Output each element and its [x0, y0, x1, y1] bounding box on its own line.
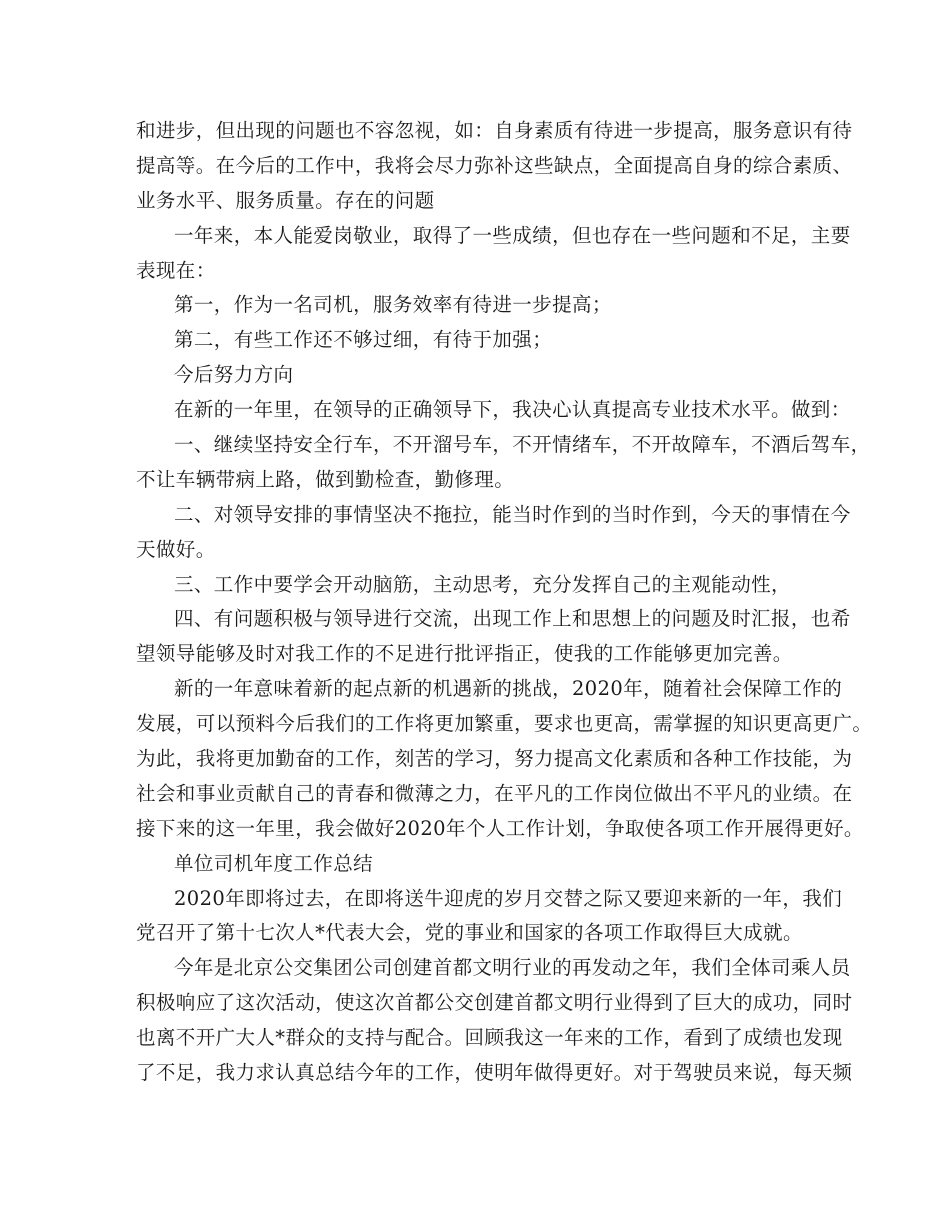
text-line: 天做好。 — [136, 537, 216, 561]
text-line: 望领导能够及时对我工作的不足进行批评指正，使我的工作能够更加完善。 — [136, 642, 793, 666]
section-heading: 单位司机年度工作总结 — [174, 851, 374, 875]
text-line: 提高等。在今后的工作中，我将会尽力弥补这些缺点，全面提高自身的综合素质、 — [136, 153, 853, 177]
text-line: 三、工作中要学会开动脑筋，主动思考，充分发挥自己的主观能动性， — [174, 572, 791, 596]
text-line: 业务水平、服务质量。存在的问题 — [136, 188, 435, 212]
text-line: 党召开了第十七次人*代表大会，党的事业和国家的各项工作取得巨大成就。 — [136, 921, 803, 945]
text-line: 为此，我将更加勤奋的工作，刻苦的学习，努力提高文化素质和各种工作技能，为 — [136, 747, 853, 771]
text-line: 在新的一年里，在领导的正确领导下，我决心认真提高专业技术水平。做到： — [174, 398, 851, 422]
text-line: 一年来，本人能爱岗敬业，取得了一些成绩，但也存在一些问题和不足，主要 — [174, 223, 851, 247]
text-line: 接下来的这一年里，我会做好2020年个人工作计划，争取使各项工作开展得更好。 — [136, 816, 864, 840]
text-line: 今年是北京公交集团公司创建首都文明行业的再发动之年，我们全体司乘人员 — [174, 956, 851, 980]
text-line: 发展，可以预料今后我们的工作将更加繁重，要求也更高，需掌握的知识更高更广。 — [136, 712, 873, 736]
text-line: 了不足，我力求认真总结今年的工作，使明年做得更好。对于驾驶员来说，每天频 — [136, 1061, 853, 1085]
text-line: 表现在： — [136, 258, 216, 282]
text-line: 不让车辆带病上路，做到勤检查，勤修理。 — [136, 467, 515, 491]
text-line: 也离不开广大人*群众的支持与配合。回顾我这一年来的工作，看到了成绩也发现 — [136, 1026, 843, 1050]
text-line: 四、有问题积极与领导进行交流，出现工作上和思想上的问题及时汇报，也希 — [174, 607, 851, 631]
text-line: 积极响应了这次活动，使这次首都公交创建首都文明行业得到了巨大的成功，同时 — [136, 991, 853, 1015]
section-heading: 今后努力方向 — [174, 363, 294, 387]
text-line: 和进步，但出现的问题也不容忽视，如：自身素质有待进一步提高，服务意识有待 — [136, 119, 853, 142]
text-line: 二、对领导安排的事情坚决不拖拉，能当时作到的当时作到，今天的事情在今 — [174, 502, 851, 526]
text-line: 第一，作为一名司机，服务效率有待进一步提高； — [174, 293, 612, 317]
text-line: 新的一年意味着新的起点新的机遇新的挑战，2020年，随着社会保障工作的 — [174, 677, 843, 701]
text-line: 第二，有些工作还不够过细，有待于加强； — [174, 328, 553, 352]
text-line: 社会和事业贡献自己的青春和微薄之力，在平凡的工作岗位做出不平凡的业绩。在 — [136, 781, 853, 805]
text-line: 2020年即将过去，在即将送牛迎虎的岁月交替之际又要迎来新的一年，我们 — [174, 886, 843, 910]
text-line: 一、继续坚持安全行车，不开溜号车，不开情绪车，不开故障车，不酒后驾车， — [174, 433, 871, 457]
document-body — [136, 114, 873, 1091]
